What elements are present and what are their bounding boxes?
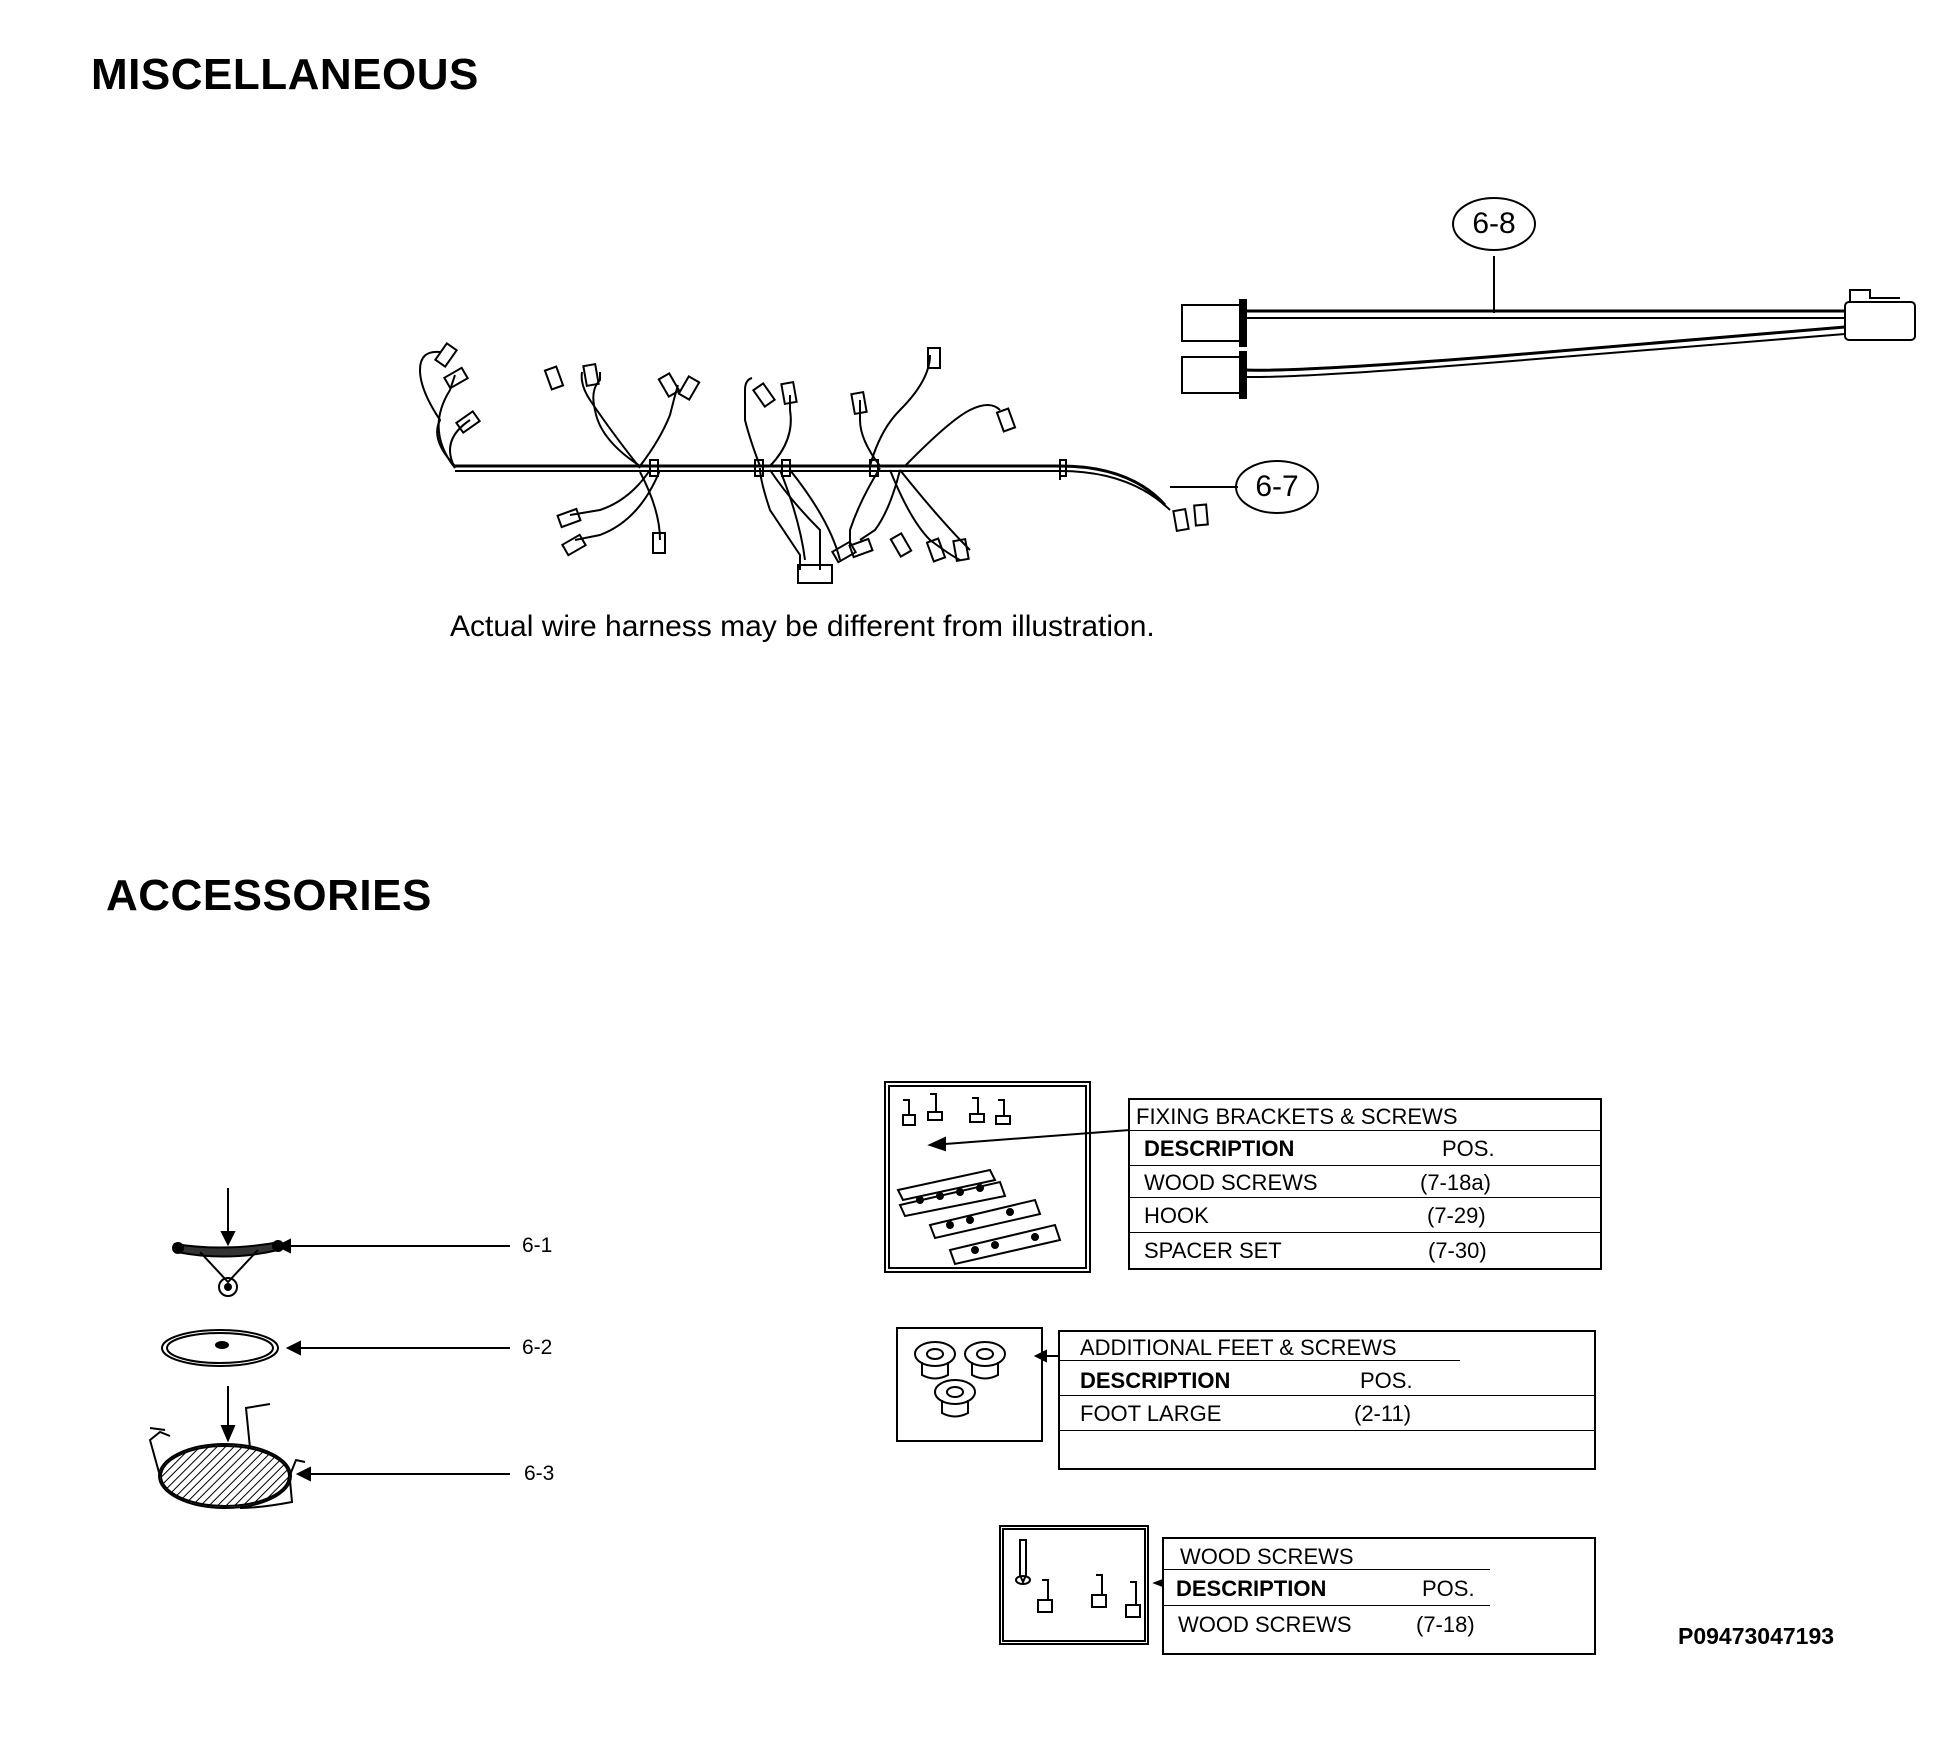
- column-header-pos: POS.: [1442, 1136, 1495, 1161]
- row-pos: (2-11): [1354, 1401, 1412, 1426]
- row-description: WOOD SCREWS: [1178, 1612, 1352, 1637]
- document-id: P09473047193: [1678, 1623, 1835, 1649]
- rubber-feet-icon: [897, 1328, 1060, 1441]
- column-header-description: DESCRIPTION: [1080, 1368, 1231, 1393]
- table-title: ADDITIONAL FEET & SCREWS: [1080, 1335, 1397, 1360]
- fixing-brackets-table: [1128, 1098, 1602, 1270]
- miscellaneous-title: MISCELLANEOUS: [91, 50, 479, 99]
- wood-screws-table: [1162, 1537, 1596, 1655]
- part-label-6-2: 6-2: [522, 1336, 553, 1359]
- wood-screws-icon: [1000, 1526, 1170, 1644]
- row-description: FOOT LARGE: [1080, 1401, 1222, 1426]
- row-pos: (7-29): [1427, 1203, 1486, 1228]
- table-title: FIXING BRACKETS & SCREWS: [1136, 1104, 1458, 1129]
- additional-feet-table: [1058, 1330, 1596, 1470]
- grill-rack-icon: [150, 1386, 510, 1508]
- table-title: WOOD SCREWS: [1180, 1544, 1354, 1569]
- row-pos: (7-18): [1416, 1612, 1475, 1637]
- wire-harness-icon: [420, 343, 1318, 583]
- accessories-title: ACCESSORIES: [106, 871, 432, 920]
- row-description: SPACER SET: [1144, 1238, 1282, 1263]
- column-header-description: DESCRIPTION: [1176, 1576, 1327, 1601]
- roller-ring-icon: [173, 1188, 510, 1296]
- part-label-6-1: 6-1: [522, 1234, 553, 1257]
- row-description: HOOK: [1144, 1203, 1209, 1228]
- row-description: WOOD SCREWS: [1144, 1170, 1318, 1195]
- column-header-pos: POS.: [1422, 1576, 1475, 1601]
- harness-note: Actual wire harness may be different from illustration.: [450, 610, 1155, 643]
- column-header-pos: POS.: [1360, 1368, 1413, 1393]
- column-header-description: DESCRIPTION: [1144, 1136, 1295, 1161]
- callout-6-7: 6-7: [1255, 470, 1299, 503]
- fixing-brackets-icon: [885, 1082, 1130, 1272]
- row-pos: (7-30): [1428, 1238, 1487, 1263]
- glass-tray-icon: [162, 1330, 510, 1366]
- connector-cable-icon: [1182, 198, 1915, 398]
- callout-6-8: 6-8: [1472, 207, 1516, 240]
- part-label-6-3: 6-3: [524, 1462, 555, 1485]
- row-pos: (7-18a): [1420, 1170, 1491, 1195]
